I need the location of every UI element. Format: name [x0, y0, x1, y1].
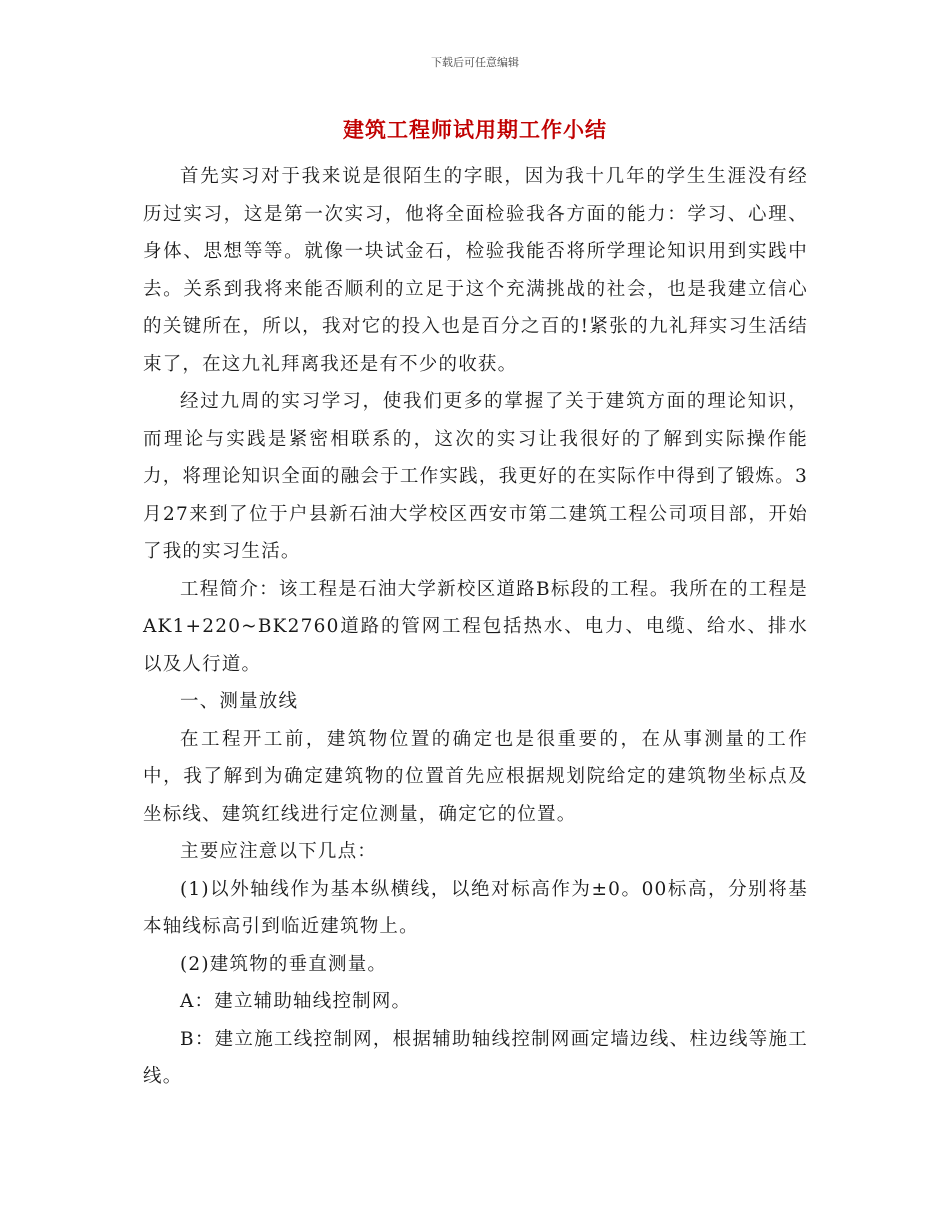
document-title: 建筑工程师试用期工作小结	[343, 117, 607, 142]
document-body	[143, 158, 808, 1096]
list-item-2: (2)建筑物的垂直测量。	[180, 953, 388, 975]
paragraph-study: 经过九周的实习学习，使我们更多的掌握了关于建筑方面的理论知识，而理论与实践是紧密相联系的，这次的实习让我很好的了解到实际操作能力，将理论知识全面的融会于工作实践，我更好的在实际作中得到了锻炼。3月27来到了位于户县新石油大学校区西安市第二建筑工程公司项目部，开始了我的实习生活。	[143, 391, 808, 562]
paragraph-project-summary: 工程简介：该工程是石油大学新校区道路B标段的工程。我所在的工程是AK1+220~BK2760道路的管网工程包括热水、电力、电缆、给水、排水以及人行道。	[143, 578, 808, 675]
section-heading-survey: 一、测量放线	[180, 691, 299, 712]
page-header: 下载后可任意编辑	[431, 56, 519, 69]
paragraph-notes-intro: 主要应注意以下几点：	[180, 841, 378, 862]
list-item-a: A：建立辅助轴线控制网。	[180, 991, 412, 1012]
paragraph-intro: 首先实习对于我来说是很陌生的字眼，因为我十几年的学生生涯没有经历过实习，这是第一次实习，他将全面检验我各方面的能力：学习、心理、身体、思想等等。就像一块试金石，检验我能否将所学理论知识用到实践中去。关系到我将来能否顺利的立足于这个充满挑战的社会，也是我建立信心的关键所在，所以，我对它的投入也是百分之百的!紧张的九礼拜实习生活结束了，在这九礼拜离我还是有不少的收获。	[143, 166, 808, 375]
list-item-1: (1)以外轴线作为基本纵横线，以绝对标高作为±0。00标高，分别将基本轴线标高引到临近建筑物上。	[143, 878, 808, 937]
paragraph-survey: 在工程开工前，建筑物位置的确定也是很重要的，在从事测量的工作中，我了解到为确定建筑物的位置首先应根据规划院给定的建筑物坐标点及坐标线、建筑红线进行定位测量，确定它的位置。	[143, 728, 808, 825]
list-item-b: B：建立施工线控制网，根据辅助轴线控制网画定墙边线、柱边线等施工线。	[143, 1028, 808, 1087]
